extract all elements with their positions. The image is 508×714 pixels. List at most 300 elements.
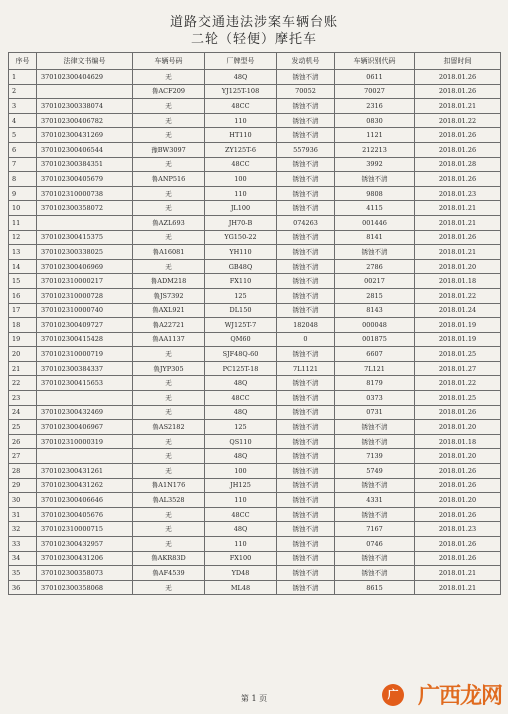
brand-model: 48CC <box>205 391 277 406</box>
brand-model: 48Q <box>205 449 277 464</box>
row-number: 32 <box>9 522 37 537</box>
brand-model: 100 <box>205 464 277 479</box>
brand-model: QM60 <box>205 332 277 347</box>
table-row <box>9 288 501 303</box>
brand-model: HT110 <box>205 128 277 143</box>
table-row <box>9 274 501 289</box>
license-plate: 无 <box>133 580 205 595</box>
row-number: 13 <box>9 245 37 260</box>
vin-code: 4115 <box>335 201 415 216</box>
brand-model: FX100 <box>205 551 277 566</box>
vin-code: 8143 <box>335 303 415 318</box>
engine-number: 锈蚀不清 <box>277 70 335 85</box>
license-plate: 无 <box>133 186 205 201</box>
table-row <box>9 303 501 318</box>
brand-model: 110 <box>205 537 277 552</box>
brand-model: JL100 <box>205 201 277 216</box>
case-document-number: 370102300409727 <box>37 318 133 333</box>
vin-code: 锈蚀不清 <box>335 420 415 435</box>
row-number: 4 <box>9 113 37 128</box>
detention-date: 2018.01.20 <box>415 259 501 274</box>
table-row <box>9 259 501 274</box>
brand-model: YH110 <box>205 245 277 260</box>
column-header: 车辆号码 <box>133 53 205 70</box>
license-plate: 鲁A22721 <box>133 318 205 333</box>
case-document-number: 370102300431261 <box>37 464 133 479</box>
license-plate: 鲁ADM218 <box>133 274 205 289</box>
detention-date: 2018.01.26 <box>415 172 501 187</box>
license-plate: 无 <box>133 376 205 391</box>
table-row <box>9 551 501 566</box>
table-row <box>9 128 501 143</box>
table-row <box>9 464 501 479</box>
row-number: 22 <box>9 376 37 391</box>
vin-code: 6607 <box>335 347 415 362</box>
page-number: 第 1 页 <box>240 694 268 703</box>
vin-code: 锈蚀不清 <box>335 245 415 260</box>
vin-code: 2815 <box>335 288 415 303</box>
case-document-number: 370102300338025 <box>37 245 133 260</box>
row-number: 21 <box>9 361 37 376</box>
vin-code: 0373 <box>335 391 415 406</box>
license-plate: 无 <box>133 537 205 552</box>
case-document-number <box>37 449 133 464</box>
case-document-number: 370102300406967 <box>37 420 133 435</box>
watermark-text: 广西龙网 <box>417 684 502 709</box>
detention-date: 2018.01.26 <box>415 128 501 143</box>
vin-code: 1121 <box>335 128 415 143</box>
row-number: 12 <box>9 230 37 245</box>
table-row <box>9 70 501 85</box>
row-number: 27 <box>9 449 37 464</box>
row-number: 19 <box>9 332 37 347</box>
engine-number: 锈蚀不清 <box>277 478 335 493</box>
engine-number: 锈蚀不清 <box>277 201 335 216</box>
detention-date: 2018.01.21 <box>415 215 501 230</box>
case-document-number: 370102310000217 <box>37 274 133 289</box>
row-number: 29 <box>9 478 37 493</box>
brand-model: 125 <box>205 420 277 435</box>
table-row <box>9 405 501 420</box>
vin-code: 5749 <box>335 464 415 479</box>
table-row <box>9 493 501 508</box>
table-row <box>9 580 501 595</box>
table-row <box>9 566 501 581</box>
case-document-number: 370102300431262 <box>37 478 133 493</box>
document-subtitle: 二轮（轻便）摩托车 <box>190 32 317 47</box>
engine-number: 锈蚀不清 <box>277 391 335 406</box>
column-header: 厂牌型号 <box>205 53 277 70</box>
vin-code: 4331 <box>335 493 415 508</box>
detention-date: 2018.01.25 <box>415 391 501 406</box>
detention-date: 2018.01.28 <box>415 157 501 172</box>
engine-number: 锈蚀不清 <box>277 245 335 260</box>
brand-model: YJ125T-108 <box>205 84 277 99</box>
row-number: 36 <box>9 580 37 595</box>
engine-number: 锈蚀不清 <box>277 507 335 522</box>
brand-model: 48Q <box>205 376 277 391</box>
table-row <box>9 318 501 333</box>
vin-code: 0830 <box>335 113 415 128</box>
case-document-number: 370102300406969 <box>37 259 133 274</box>
case-document-number <box>37 84 133 99</box>
detention-date: 2018.01.26 <box>415 84 501 99</box>
brand-model: SJF48Q-60 <box>205 347 277 362</box>
case-document-number: 370102300432957 <box>37 537 133 552</box>
table-row <box>9 84 501 99</box>
vin-code: 001446 <box>335 215 415 230</box>
column-header: 车辆识别代码 <box>335 53 415 70</box>
brand-model: 48CC <box>205 99 277 114</box>
vin-code: 锈蚀不清 <box>335 478 415 493</box>
license-plate: 鲁AL3528 <box>133 493 205 508</box>
vin-code: 0731 <box>335 405 415 420</box>
detention-date: 2018.01.22 <box>415 113 501 128</box>
title-block <box>0 14 508 48</box>
vin-code: 8179 <box>335 376 415 391</box>
brand-model: 48Q <box>205 522 277 537</box>
license-plate: 无 <box>133 391 205 406</box>
detention-date: 2018.01.26 <box>415 405 501 420</box>
case-document-number: 370102300404629 <box>37 70 133 85</box>
license-plate: 无 <box>133 99 205 114</box>
license-plate: 鲁JYP305 <box>133 361 205 376</box>
brand-model: ML48 <box>205 580 277 595</box>
row-number: 10 <box>9 201 37 216</box>
table-row <box>9 391 501 406</box>
engine-number: 锈蚀不清 <box>277 420 335 435</box>
detention-date: 2018.01.23 <box>415 186 501 201</box>
brand-model: 110 <box>205 493 277 508</box>
table-row <box>9 332 501 347</box>
engine-number: 锈蚀不清 <box>277 128 335 143</box>
detention-date: 2018.01.26 <box>415 478 501 493</box>
table-row <box>9 142 501 157</box>
case-document-number: 370102300405676 <box>37 507 133 522</box>
brand-model: JH70-B <box>205 215 277 230</box>
brand-model: QS110 <box>205 434 277 449</box>
engine-number: 0 <box>277 332 335 347</box>
engine-number: 锈蚀不清 <box>277 537 335 552</box>
case-document-number: 370102310000728 <box>37 288 133 303</box>
brand-model: 48Q <box>205 70 277 85</box>
brand-model: GB48Q <box>205 259 277 274</box>
row-number: 18 <box>9 318 37 333</box>
case-document-number: 370102310000738 <box>37 186 133 201</box>
vin-code: 7139 <box>335 449 415 464</box>
detention-date: 2018.01.18 <box>415 274 501 289</box>
vin-code: 7167 <box>335 522 415 537</box>
row-number: 28 <box>9 464 37 479</box>
document-title: 道路交通违法涉案车辆台账 <box>169 15 338 30</box>
row-number: 20 <box>9 347 37 362</box>
case-document-number: 370102300415375 <box>37 230 133 245</box>
license-plate: 鲁AF4539 <box>133 566 205 581</box>
detention-date: 2018.01.26 <box>415 507 501 522</box>
license-plate: 无 <box>133 507 205 522</box>
engine-number: 锈蚀不清 <box>277 186 335 201</box>
engine-number: 锈蚀不清 <box>277 347 335 362</box>
row-number: 11 <box>9 215 37 230</box>
table-row <box>9 157 501 172</box>
license-plate: 鲁AXL921 <box>133 303 205 318</box>
engine-number: 锈蚀不清 <box>277 493 335 508</box>
table-row <box>9 420 501 435</box>
license-plate: 无 <box>133 405 205 420</box>
vin-code: 锈蚀不清 <box>335 566 415 581</box>
table-row <box>9 507 501 522</box>
engine-number: 182048 <box>277 318 335 333</box>
detention-date: 2018.01.22 <box>415 288 501 303</box>
brand-model: WJ125T-7 <box>205 318 277 333</box>
detention-date: 2018.01.21 <box>415 580 501 595</box>
license-plate: 无 <box>133 113 205 128</box>
license-plate: 无 <box>133 157 205 172</box>
row-number: 1 <box>9 70 37 85</box>
table-row <box>9 245 501 260</box>
detention-date: 2018.01.26 <box>415 230 501 245</box>
case-document-number <box>37 215 133 230</box>
vin-code: 00217 <box>335 274 415 289</box>
row-number: 2 <box>9 84 37 99</box>
row-number: 23 <box>9 391 37 406</box>
case-document-number: 370102300358068 <box>37 580 133 595</box>
table-row <box>9 201 501 216</box>
case-document-number: 370102300406544 <box>37 142 133 157</box>
table-body <box>9 70 501 595</box>
case-document-number: 370102310000319 <box>37 434 133 449</box>
detention-date: 2018.01.26 <box>415 551 501 566</box>
row-number: 35 <box>9 566 37 581</box>
vin-code: 2316 <box>335 99 415 114</box>
row-number: 33 <box>9 537 37 552</box>
engine-number: 557936 <box>277 142 335 157</box>
case-document-number: 370102300384351 <box>37 157 133 172</box>
table-row <box>9 230 501 245</box>
license-plate: 无 <box>133 449 205 464</box>
vin-code: 2786 <box>335 259 415 274</box>
engine-number: 7L1121 <box>277 361 335 376</box>
engine-number: 锈蚀不清 <box>277 434 335 449</box>
brand-model: 48Q <box>205 405 277 420</box>
table-row <box>9 215 501 230</box>
engine-number: 锈蚀不清 <box>277 288 335 303</box>
license-plate: 无 <box>133 70 205 85</box>
license-plate: 鲁AA1137 <box>133 332 205 347</box>
case-document-number: 370102300358072 <box>37 201 133 216</box>
license-plate: 豫BW3097 <box>133 142 205 157</box>
table-row <box>9 478 501 493</box>
detention-date: 2018.01.20 <box>415 420 501 435</box>
row-number: 15 <box>9 274 37 289</box>
case-document-number: 370102300406782 <box>37 113 133 128</box>
column-header: 扣留时间 <box>415 53 501 70</box>
engine-number: 074263 <box>277 215 335 230</box>
license-plate: 鲁JS7392 <box>133 288 205 303</box>
table-row <box>9 376 501 391</box>
table-row <box>9 99 501 114</box>
engine-number: 锈蚀不清 <box>277 464 335 479</box>
detention-date: 2018.01.26 <box>415 537 501 552</box>
brand-model: 48CC <box>205 507 277 522</box>
license-plate: 鲁A16081 <box>133 245 205 260</box>
row-number: 6 <box>9 142 37 157</box>
brand-model: 100 <box>205 172 277 187</box>
license-plate: 鲁AKR83D <box>133 551 205 566</box>
table-row <box>9 434 501 449</box>
case-document-number: 370102300431269 <box>37 128 133 143</box>
table-row <box>9 113 501 128</box>
column-header: 发动机号 <box>277 53 335 70</box>
case-document-number: 370102300358073 <box>37 566 133 581</box>
brand-model: 48CC <box>205 157 277 172</box>
vin-code: 9808 <box>335 186 415 201</box>
vin-code: 锈蚀不清 <box>335 551 415 566</box>
detention-date: 2018.01.21 <box>415 566 501 581</box>
detention-date: 2018.01.20 <box>415 449 501 464</box>
license-plate: 鲁ACF209 <box>133 84 205 99</box>
column-header: 法律文书编号 <box>37 53 133 70</box>
license-plate: 鲁AZL693 <box>133 215 205 230</box>
engine-number: 锈蚀不清 <box>277 274 335 289</box>
detention-date: 2018.01.21 <box>415 245 501 260</box>
engine-number: 锈蚀不清 <box>277 376 335 391</box>
vin-code: 0611 <box>335 70 415 85</box>
detention-date: 2018.01.23 <box>415 522 501 537</box>
brand-model: YD48 <box>205 566 277 581</box>
vin-code: 8615 <box>335 580 415 595</box>
engine-number: 锈蚀不清 <box>277 157 335 172</box>
case-document-number: 370102300431206 <box>37 551 133 566</box>
row-number: 7 <box>9 157 37 172</box>
detention-date: 2018.01.26 <box>415 142 501 157</box>
license-plate: 无 <box>133 128 205 143</box>
case-document-number: 370102310000715 <box>37 522 133 537</box>
engine-number: 锈蚀不清 <box>277 449 335 464</box>
case-document-number: 370102300406646 <box>37 493 133 508</box>
detention-date: 2018.01.26 <box>415 70 501 85</box>
engine-number: 锈蚀不清 <box>277 259 335 274</box>
detention-date: 2018.01.27 <box>415 361 501 376</box>
brand-model: JH125 <box>205 478 277 493</box>
vin-code: 锈蚀不清 <box>335 434 415 449</box>
case-document-number: 370102300415653 <box>37 376 133 391</box>
row-number: 3 <box>9 99 37 114</box>
row-number: 5 <box>9 128 37 143</box>
column-header: 序号 <box>9 53 37 70</box>
brand-model: DL150 <box>205 303 277 318</box>
row-number: 24 <box>9 405 37 420</box>
engine-number: 锈蚀不清 <box>277 99 335 114</box>
row-number: 25 <box>9 420 37 435</box>
table-row <box>9 347 501 362</box>
case-document-number: 370102310000740 <box>37 303 133 318</box>
vin-code: 001875 <box>335 332 415 347</box>
brand-model: YG150-22 <box>205 230 277 245</box>
engine-number: 锈蚀不清 <box>277 113 335 128</box>
case-document-number <box>37 391 133 406</box>
vin-code: 000048 <box>335 318 415 333</box>
license-plate: 无 <box>133 522 205 537</box>
detention-date: 2018.01.20 <box>415 493 501 508</box>
watermark-logo-icon: 广 <box>382 684 404 706</box>
license-plate: 无 <box>133 464 205 479</box>
row-number: 26 <box>9 434 37 449</box>
table-row <box>9 449 501 464</box>
table-row <box>9 186 501 201</box>
table-row <box>9 522 501 537</box>
license-plate: 无 <box>133 201 205 216</box>
license-plate: 鲁AS2182 <box>133 420 205 435</box>
license-plate: 无 <box>133 434 205 449</box>
engine-number: 锈蚀不清 <box>277 522 335 537</box>
vin-code: 锈蚀不清 <box>335 172 415 187</box>
row-number: 17 <box>9 303 37 318</box>
case-document-number: 370102300415428 <box>37 332 133 347</box>
table-row <box>9 172 501 187</box>
detention-date: 2018.01.22 <box>415 376 501 391</box>
engine-number: 锈蚀不清 <box>277 172 335 187</box>
detention-date: 2018.01.26 <box>415 464 501 479</box>
brand-model: PC125T-18 <box>205 361 277 376</box>
table-row <box>9 361 501 376</box>
vin-code: 7L121 <box>335 361 415 376</box>
vehicle-ledger-table <box>8 52 501 595</box>
detention-date: 2018.01.24 <box>415 303 501 318</box>
row-number: 30 <box>9 493 37 508</box>
license-plate: 鲁ANP516 <box>133 172 205 187</box>
vin-code: 212213 <box>335 142 415 157</box>
engine-number: 锈蚀不清 <box>277 551 335 566</box>
vin-code: 锈蚀不清 <box>335 507 415 522</box>
license-plate: 无 <box>133 259 205 274</box>
detention-date: 2018.01.25 <box>415 347 501 362</box>
case-document-number: 370102300338074 <box>37 99 133 114</box>
brand-model: 110 <box>205 186 277 201</box>
engine-number: 锈蚀不清 <box>277 566 335 581</box>
brand-model: ZY125T-6 <box>205 142 277 157</box>
row-number: 16 <box>9 288 37 303</box>
table-row <box>9 537 501 552</box>
detention-date: 2018.01.18 <box>415 434 501 449</box>
detention-date: 2018.01.19 <box>415 332 501 347</box>
row-number: 14 <box>9 259 37 274</box>
row-number: 8 <box>9 172 37 187</box>
engine-number: 锈蚀不清 <box>277 303 335 318</box>
case-document-number: 370102300405679 <box>37 172 133 187</box>
row-number: 31 <box>9 507 37 522</box>
engine-number: 锈蚀不清 <box>277 230 335 245</box>
detention-date: 2018.01.21 <box>415 201 501 216</box>
case-document-number: 370102310000719 <box>37 347 133 362</box>
brand-model: 110 <box>205 113 277 128</box>
license-plate: 无 <box>133 347 205 362</box>
brand-model: 125 <box>205 288 277 303</box>
engine-number: 70052 <box>277 84 335 99</box>
vin-code: 0746 <box>335 537 415 552</box>
license-plate: 鲁A1N176 <box>133 478 205 493</box>
engine-number: 锈蚀不清 <box>277 405 335 420</box>
case-document-number: 370102300432469 <box>37 405 133 420</box>
vin-code: 8141 <box>335 230 415 245</box>
row-number: 9 <box>9 186 37 201</box>
table-header-row <box>9 53 501 70</box>
detention-date: 2018.01.21 <box>415 99 501 114</box>
vin-code: 70027 <box>335 84 415 99</box>
case-document-number: 370102300384337 <box>37 361 133 376</box>
license-plate: 无 <box>133 230 205 245</box>
detention-date: 2018.01.19 <box>415 318 501 333</box>
